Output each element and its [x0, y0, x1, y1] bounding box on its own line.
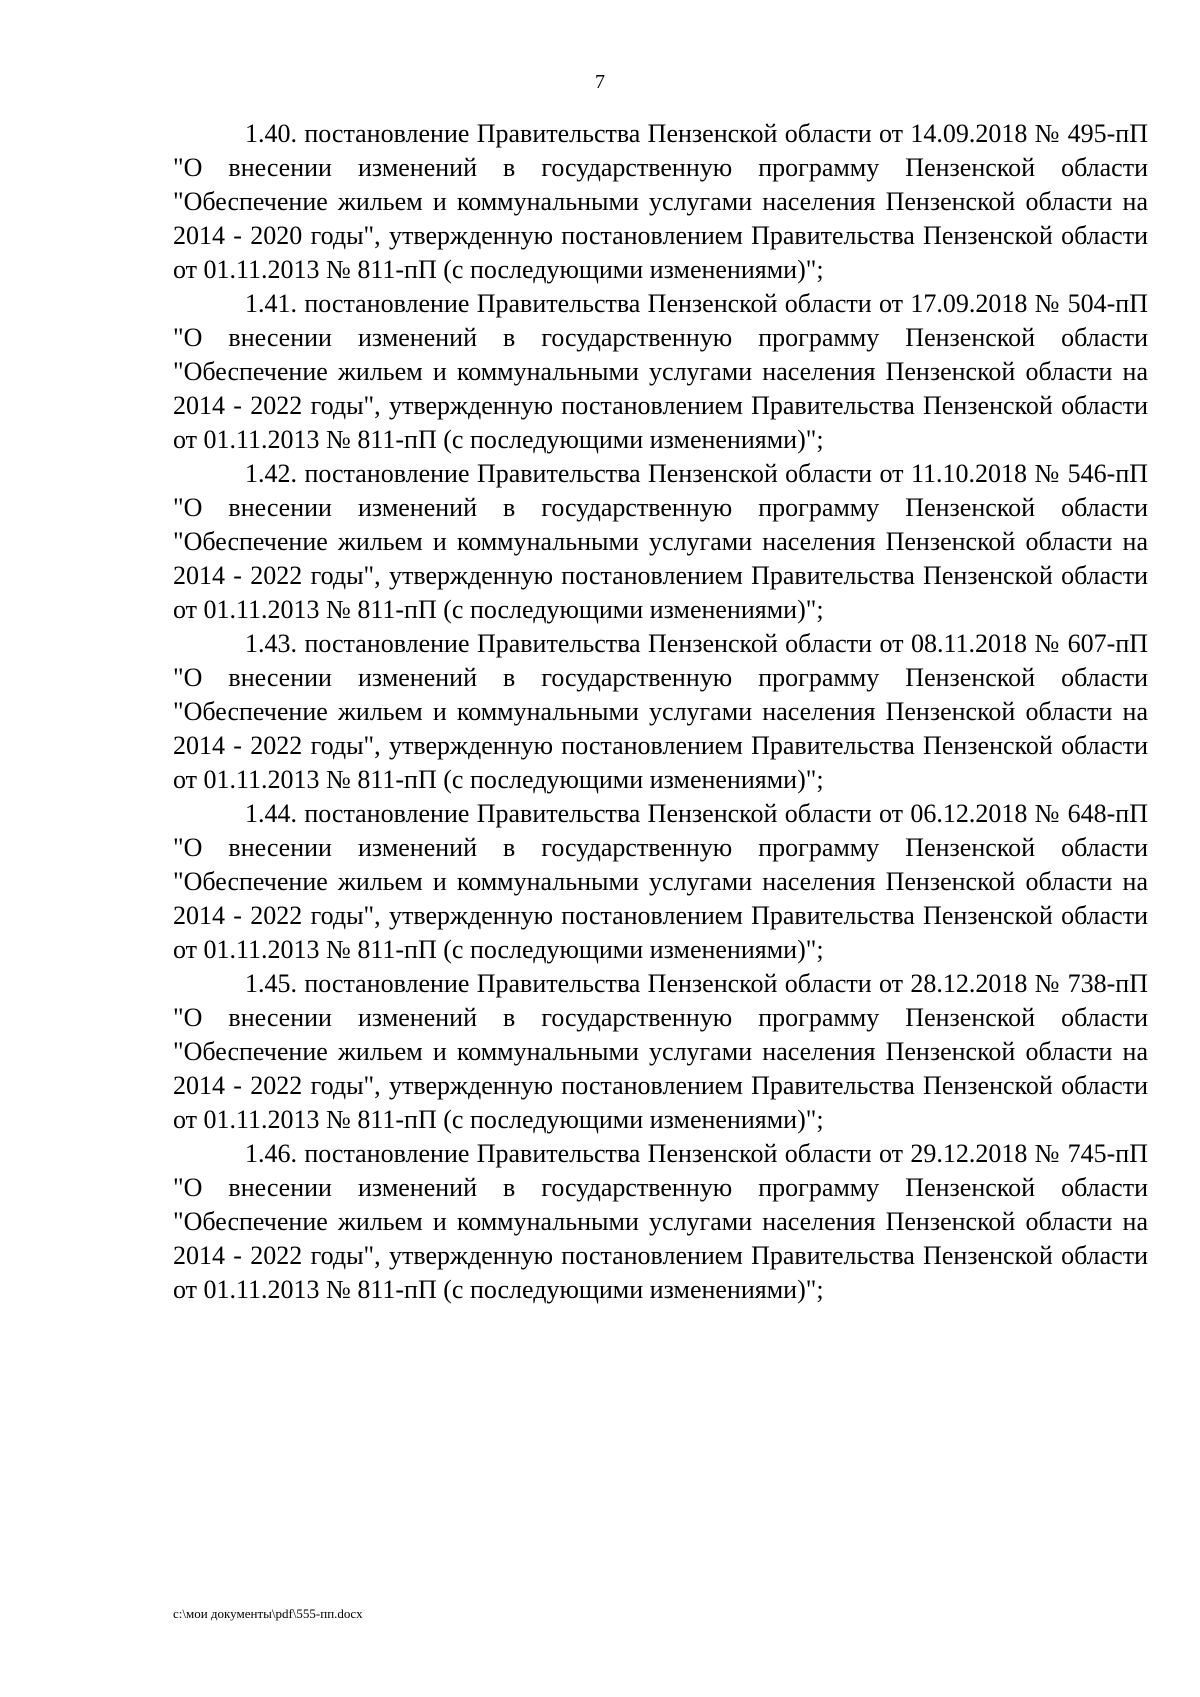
paragraph-1-46 [173, 1137, 1148, 1307]
paragraph-1-45 [173, 967, 1148, 1137]
footer-file-path: c:\мои документы\pdf\555-пп.docx [173, 1606, 363, 1621]
paragraph-number: 1.40. [245, 119, 297, 148]
paragraph-1-40 [173, 117, 1148, 287]
paragraph-number: 1.41. [245, 289, 297, 318]
paragraph-text: постановление Правительства Пензенской области от 17.09.2018 № 504-пП "О внесении изменений в государственную программу Пензенской области "Обеспечение жильем и коммунальными услугами населения Пензенской области на 2014 - 2022 годы", утвержденную постановлением Правительства Пензенской области от 01.11.2013 № 811-пП (с последующими изменениями)"; [173, 289, 1149, 454]
paragraph-text: постановление Правительства Пензенской области от 11.10.2018 № 546-пП "О внесении изменений в государственную программу Пензенской области "Обеспечение жильем и коммунальными услугами населения Пензенской области на 2014 - 2022 годы", утвержденную постановлением Правительства Пензенской области от 01.11.2013 № 811-пП (с последующими изменениями)"; [173, 459, 1149, 624]
paragraph-number: 1.45. [245, 969, 297, 998]
paragraph-text: постановление Правительства Пензенской области от 06.12.2018 № 648-пП "О внесении изменений в государственную программу Пензенской области "Обеспечение жильем и коммунальными услугами населения Пензенской области на 2014 - 2022 годы", утвержденную постановлением Правительства Пензенской области от 01.11.2013 № 811-пП (с последующими изменениями)"; [173, 799, 1149, 964]
document-body [173, 117, 1148, 1307]
paragraph-number: 1.44. [245, 799, 297, 828]
paragraph-text: постановление Правительства Пензенской области от 29.12.2018 № 745-пП "О внесении изменений в государственную программу Пензенской области "Обеспечение жильем и коммунальными услугами населения Пензенской области на 2014 - 2022 годы", утвержденную постановлением Правительства Пензенской области от 01.11.2013 № 811-пП (с последующими изменениями)"; [173, 1139, 1149, 1304]
paragraph-number: 1.46. [245, 1139, 297, 1168]
page-number: 7 [595, 71, 605, 93]
paragraph-1-43 [173, 627, 1148, 797]
paragraph-text: постановление Правительства Пензенской области от 14.09.2018 № 495-пП "О внесении изменений в государственную программу Пензенской области "Обеспечение жильем и коммунальными услугами населения Пензенской области на 2014 - 2020 годы", утвержденную постановлением Правительства Пензенской области от 01.11.2013 № 811-пП (с последующими изменениями)"; [173, 119, 1149, 284]
paragraph-1-41 [173, 287, 1148, 457]
paragraph-1-42 [173, 457, 1148, 627]
paragraph-1-44 [173, 797, 1148, 967]
paragraph-text: постановление Правительства Пензенской области от 28.12.2018 № 738-пП "О внесении изменений в государственную программу Пензенской области "Обеспечение жильем и коммунальными услугами населения Пензенской области на 2014 - 2022 годы", утвержденную постановлением Правительства Пензенской области от 01.11.2013 № 811-пП (с последующими изменениями)"; [173, 969, 1149, 1134]
paragraph-text: постановление Правительства Пензенской области от 08.11.2018 № 607-пП "О внесении изменений в государственную программу Пензенской области "Обеспечение жильем и коммунальными услугами населения Пензенской области на 2014 - 2022 годы", утвержденную постановлением Правительства Пензенской области от 01.11.2013 № 811-пП (с последующими изменениями)"; [173, 629, 1149, 794]
paragraph-number: 1.43. [245, 629, 297, 658]
paragraph-number: 1.42. [245, 459, 297, 488]
